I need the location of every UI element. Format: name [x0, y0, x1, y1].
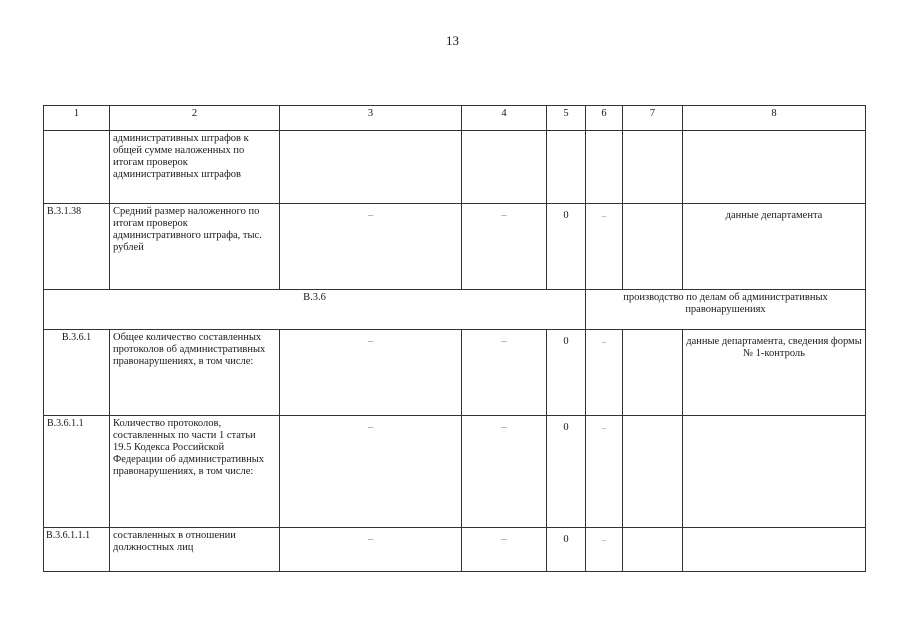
header-row [44, 106, 866, 131]
row-c4 [462, 131, 547, 204]
row-code: В.3.6.1.1.1 [44, 528, 110, 572]
section-row [44, 290, 866, 330]
row-c6: – [586, 416, 623, 528]
row-c4: – [462, 528, 547, 572]
table-row [44, 131, 866, 204]
row-c8 [683, 131, 866, 204]
row-c5: 0 [547, 204, 586, 290]
row-c7 [623, 131, 683, 204]
header-col-7: 7 [623, 106, 683, 131]
row-name: Количество протоколов, составленных по части 1 статьи 19.5 Кодекса Российской Федерации об административных правонарушениях, в том числе: [110, 416, 280, 528]
row-c6: – [586, 528, 623, 572]
row-c3 [280, 131, 462, 204]
row-c8 [683, 528, 866, 572]
row-code: В.3.1.38 [44, 204, 110, 290]
header-col-8: 8 [683, 106, 866, 131]
header-col-1: 1 [44, 106, 110, 131]
row-c4: – [462, 330, 547, 416]
row-c4: – [462, 204, 547, 290]
header-col-3: 3 [280, 106, 462, 131]
row-c4: – [462, 416, 547, 528]
indicator-table [43, 105, 866, 572]
table-row [44, 204, 866, 290]
row-c3: – [280, 528, 462, 572]
row-c8: данные департамента, сведения формы № 1-контроль [683, 330, 866, 416]
page-number: 13 [446, 33, 459, 48]
row-c6: – [586, 204, 623, 290]
row-c7 [623, 528, 683, 572]
row-c8 [683, 416, 866, 528]
row-code: В.3.6.1 [44, 330, 110, 416]
row-name: Общее количество составленных протоколов об административных правонарушениях, в том числе: [110, 330, 280, 416]
row-c3: – [280, 330, 462, 416]
section-code: В.3.6 [44, 290, 586, 330]
row-code: В.3.6.1.1 [44, 416, 110, 528]
row-c6 [586, 131, 623, 204]
header-col-2: 2 [110, 106, 280, 131]
header-col-6: 6 [586, 106, 623, 131]
row-c5 [547, 131, 586, 204]
row-name: Средний размер наложенного по итогам проверок административного штрафа, тыс. рублей [110, 204, 280, 290]
row-name: административных штрафов к общей сумме наложенных по итогам проверок административных штрафов [110, 131, 280, 204]
row-c3: – [280, 416, 462, 528]
table-row [44, 416, 866, 528]
table-row [44, 330, 866, 416]
table-row [44, 528, 866, 572]
row-c5: 0 [547, 416, 586, 528]
header-col-5: 5 [547, 106, 586, 131]
row-c6: – [586, 330, 623, 416]
row-name: составленных в отношении должностных лиц [110, 528, 280, 572]
row-c3: – [280, 204, 462, 290]
row-c7 [623, 330, 683, 416]
section-title: производство по делам об административных правонарушениях [586, 290, 866, 330]
row-code [44, 131, 110, 204]
row-c7 [623, 204, 683, 290]
row-c7 [623, 416, 683, 528]
row-c5: 0 [547, 528, 586, 572]
row-c8: данные департамента [683, 204, 866, 290]
row-c5: 0 [547, 330, 586, 416]
header-col-4: 4 [462, 106, 547, 131]
